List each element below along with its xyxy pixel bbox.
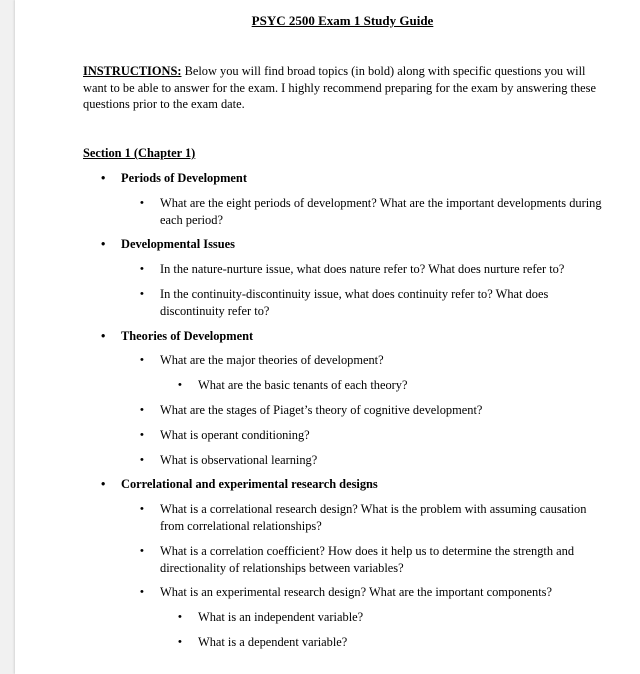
subquestion-text: What is a dependent variable? xyxy=(198,634,348,649)
bullet-icon: • xyxy=(140,544,144,557)
instructions-text: Below you will find broad topics (in bold) along with specific questions you will want to be able to answer for the exam. I highly recommend preparing for the exam by answering these questions prior to the exam date. xyxy=(83,64,597,111)
question-text: What are the stages of Piaget’s theory of cognitive development? xyxy=(160,402,483,417)
bullet-icon: • xyxy=(140,287,144,300)
instructions-label: INSTRUCTIONS: xyxy=(83,64,182,78)
question-item xyxy=(83,352,613,369)
subquestion-item xyxy=(83,609,613,626)
subquestion-text: What are the basic tenants of each theory? xyxy=(198,378,408,393)
question-text: What are the major theories of development? xyxy=(160,353,384,368)
question-item xyxy=(83,543,613,577)
bullet-icon: • xyxy=(140,453,144,466)
bullet-icon: • xyxy=(140,586,144,599)
topic-periods-of-development xyxy=(83,170,613,187)
bullet-icon: • xyxy=(178,379,182,392)
bullet-icon: • xyxy=(140,428,144,441)
question-item xyxy=(83,402,613,419)
topic-theories-of-development xyxy=(83,328,613,345)
topic-title: Theories of Development xyxy=(121,328,254,343)
question-text: In the nature-nurture issue, what does nature refer to? What does nurture refer to? xyxy=(160,262,565,277)
page-title: PSYC 2500 Exam 1 Study Guide xyxy=(251,13,434,28)
bullet-icon: • xyxy=(101,171,106,185)
bullet-icon: • xyxy=(101,237,106,252)
bullet-icon: • xyxy=(140,503,144,516)
bullet-icon: • xyxy=(140,403,144,416)
bullet-icon: • xyxy=(140,354,144,367)
question-item xyxy=(83,427,613,444)
question-item xyxy=(83,452,613,469)
subquestion-text: What is an independent variable? xyxy=(198,610,364,625)
question-text: What are the eight periods of development? What are the important developments during each period? xyxy=(160,195,602,227)
bullet-icon: • xyxy=(140,263,144,276)
question-text: What is observational learning? xyxy=(160,452,318,467)
topic-title: Periods of Development xyxy=(121,171,247,185)
instructions-paragraph xyxy=(83,63,603,113)
question-text: What is a correlational research design? What is the problem with assuming causation from correlational relationships? xyxy=(160,502,587,533)
bullet-icon: • xyxy=(178,635,182,648)
question-text: In the continuity-discontinuity issue, what does continuity refer to? What does discontinuity refer to? xyxy=(160,286,549,318)
question-text: What is a correlation coefficient? How does it help us to determine the strength and directionality of relationships between variables? xyxy=(160,543,575,575)
question-item xyxy=(83,261,613,278)
bullet-icon: • xyxy=(101,328,106,343)
document-page xyxy=(15,0,640,674)
bullet-icon: • xyxy=(101,477,106,492)
question-item xyxy=(83,195,613,229)
question-item xyxy=(83,584,613,601)
topic-title: Developmental Issues xyxy=(121,237,235,252)
topic-outline xyxy=(83,170,613,659)
question-text: What is an experimental research design? What are the important components? xyxy=(160,585,552,600)
question-text: What is operant conditioning? xyxy=(160,427,310,442)
bullet-icon: • xyxy=(178,611,182,624)
subquestion-item xyxy=(83,377,613,394)
bullet-icon: • xyxy=(140,196,144,209)
section-heading: Section 1 (Chapter 1) xyxy=(83,146,196,160)
question-item xyxy=(83,286,613,320)
question-item xyxy=(83,501,613,535)
topic-title: Correlational and experimental research designs xyxy=(121,477,378,492)
topic-developmental-issues xyxy=(83,236,613,253)
subquestion-item xyxy=(83,634,613,651)
topic-research-designs xyxy=(83,476,613,493)
